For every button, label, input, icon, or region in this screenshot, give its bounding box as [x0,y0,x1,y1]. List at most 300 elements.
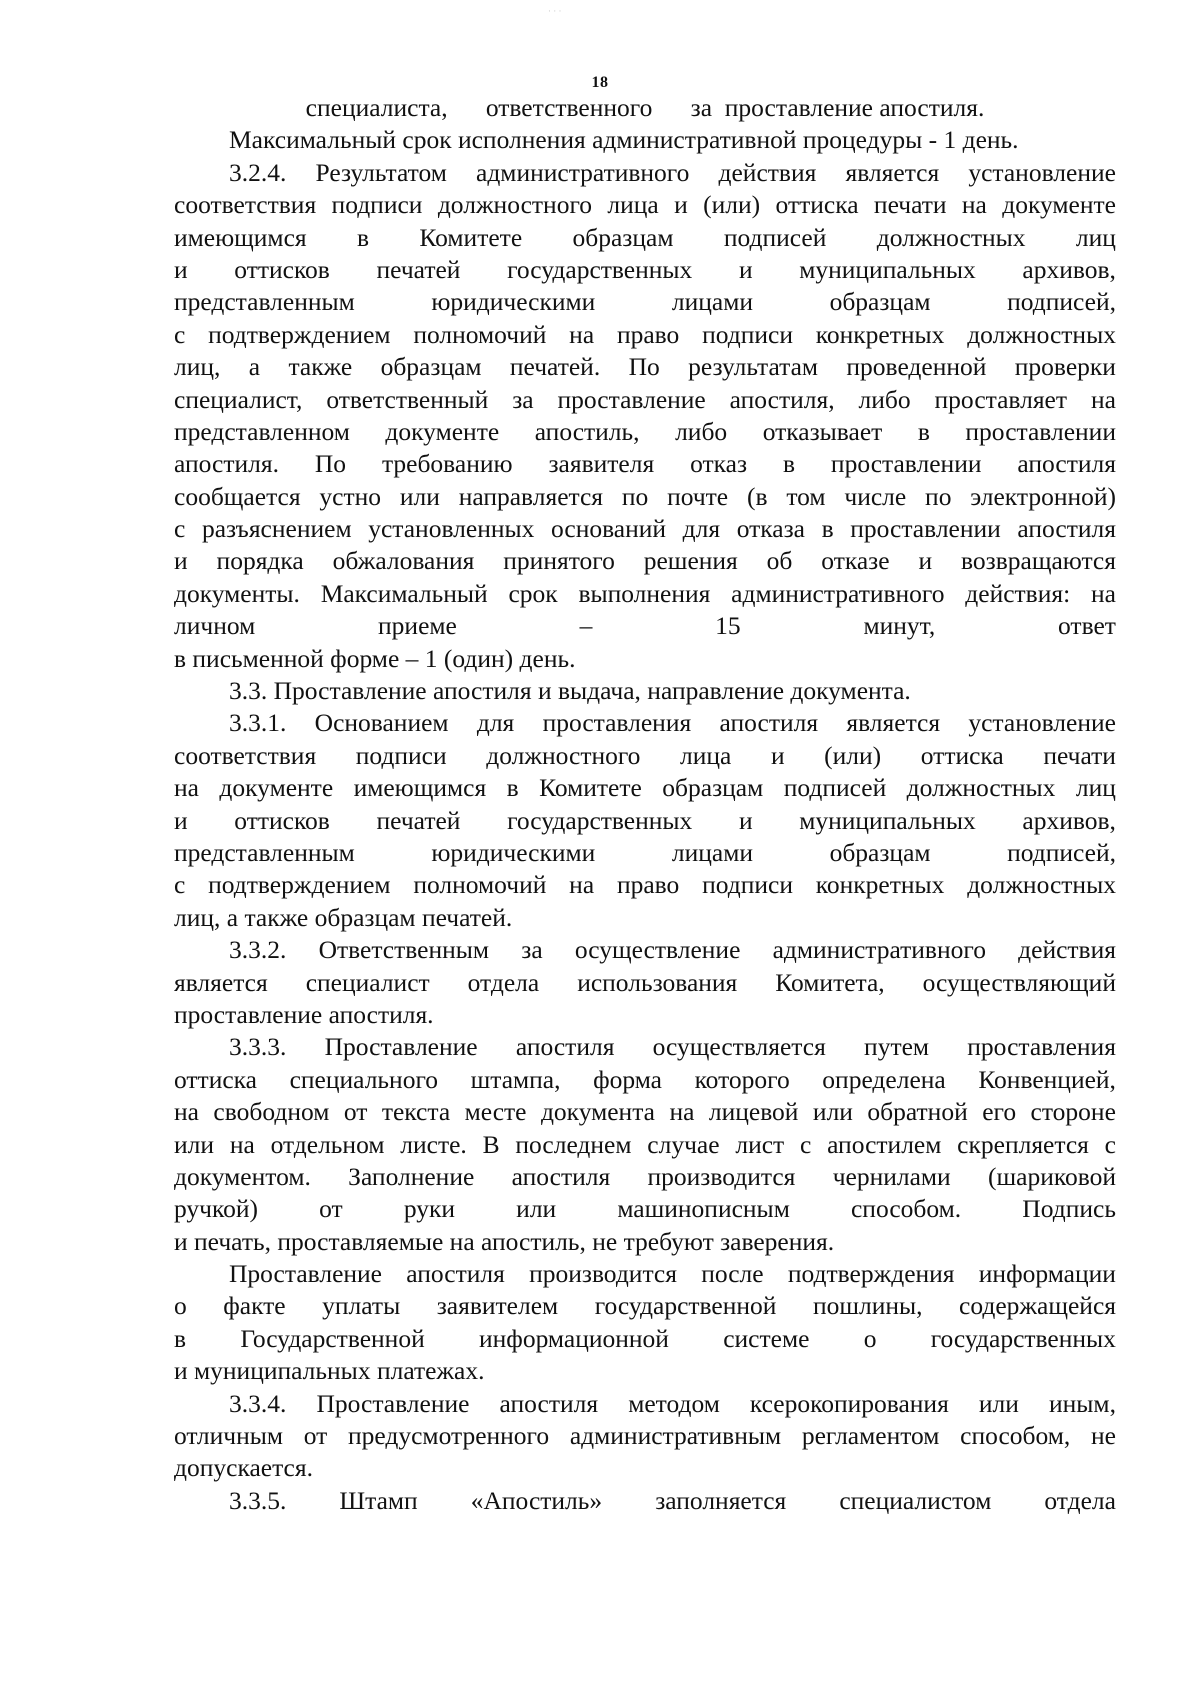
word: оттиска [920,740,1004,770]
line-text: специалиста, ответственного за проставление апостиля. [305,93,985,122]
word: является [846,708,941,738]
word: не [1091,1421,1116,1451]
word: лица [680,740,732,770]
text-line [174,124,1116,156]
text-line [174,999,1116,1031]
word: апостиля [499,1388,599,1418]
word: Комитете [539,773,642,803]
word: подтверждения [787,1259,955,1289]
word: приеме [378,611,457,641]
word: а [248,352,261,382]
line-text: проставление апостиля. [174,999,434,1029]
word: в [174,1323,187,1353]
word: административным [569,1421,782,1451]
text-line [174,934,1116,966]
word: минут, [863,611,936,641]
word: документы. [174,578,300,608]
word: производится [647,1161,796,1191]
word: путем [864,1032,930,1062]
word: Штамп [339,1485,418,1515]
word: полномочий [413,870,547,900]
text-line [174,1485,1116,1517]
word: или [399,481,440,511]
word: иным, [1049,1388,1116,1418]
word: является [174,967,268,997]
word: с [174,870,186,900]
word: государственных [507,805,693,835]
word: апостиля, [729,384,835,414]
word: Подпись [1022,1194,1116,1224]
word: для [476,708,515,738]
word: или [812,1097,853,1127]
word: административного [476,157,690,187]
word: 3.2.4. [229,157,287,187]
word: Проставление [316,1388,470,1418]
word: апостиля [515,1032,615,1062]
word: лица [607,190,659,220]
word: на [174,773,199,803]
word: подписей [783,773,887,803]
text-line [174,610,1116,642]
word: административного [731,578,945,608]
word: которого [694,1064,790,1094]
word: отказ [690,449,748,479]
word: выполнения [578,578,711,608]
text-line [174,254,1116,286]
word: возвращаются [961,546,1116,576]
word: проставлении [850,514,1001,544]
word: действия [718,157,817,187]
word: с [799,1129,812,1159]
word: или [516,1194,557,1224]
word: форма [593,1064,662,1094]
word: проведенной [846,352,987,382]
word: проставление [557,384,706,414]
word: специального [289,1064,439,1094]
word: апостиля [406,1259,505,1289]
word: заявителем [436,1291,559,1321]
word: на [569,319,595,349]
word: с [1104,1129,1116,1159]
word: государственных [930,1323,1116,1353]
word: апостиль, [534,416,640,446]
text-line [174,1323,1116,1355]
word: представленным [174,837,355,867]
text-line [174,384,1116,416]
text-line [174,675,1116,707]
word: установление [968,157,1116,187]
word: или [174,1129,215,1159]
word: (или) [703,190,761,220]
word: и [174,805,188,835]
word: том [786,481,826,511]
text-line [174,92,1116,124]
word: на [961,190,987,220]
word: на [229,1129,255,1159]
word: лицевой [708,1097,799,1127]
word: 3.3.1. [229,708,287,738]
word: с [174,514,186,544]
line-text: 3.3. Проставление апостиля и выдача, направление документа. [229,676,911,706]
word: для [682,514,721,544]
word: машинописным [617,1194,790,1224]
word: образцам [829,837,931,867]
word: государственных [507,254,693,284]
word: апостиля [1017,514,1116,544]
word: подтверждением [208,870,391,900]
text-line [174,351,1116,383]
word: лиц [1075,222,1116,252]
text-line [174,869,1116,901]
word: стороне [1030,1097,1116,1127]
word: печатей [376,805,461,835]
word: лиц [1075,773,1116,803]
word: соответствия [174,740,317,770]
word: заполняется [655,1485,787,1515]
word: подписей, [1007,837,1116,867]
word: способом. [850,1194,962,1224]
word: должностного [486,740,641,770]
word: отказе [821,546,890,576]
word: электронной) [970,481,1116,511]
text-line [174,481,1116,513]
word: подписей, [1007,287,1116,317]
word: Государственной [240,1323,425,1353]
word: на [1090,384,1116,414]
text-line [174,837,1116,869]
word: разъяснением [201,514,352,544]
word: юридическими [431,287,596,317]
word: последнем [515,1129,632,1159]
word: определена [822,1064,946,1094]
word: специалистом [839,1485,992,1515]
word: на [569,870,595,900]
word: право [616,870,680,900]
word: По [314,449,347,479]
word: в [782,449,796,479]
word: системе [723,1323,810,1353]
text-line [174,740,1116,772]
word: специалист, [174,384,303,414]
word: действия: [965,578,1071,608]
word: оттиска [174,1064,257,1094]
word: специалист [305,967,430,997]
scan-artifact-mark: · · · [548,6,562,16]
word: результатам [688,352,819,382]
word: документе [1002,190,1116,220]
word: обжалования [332,546,475,576]
word: 3.3.4. [229,1388,287,1418]
word: 3.3.2. [229,935,287,965]
word: за [512,384,534,414]
text-line [174,1129,1116,1161]
word: апостиля [1017,449,1116,479]
word: после [701,1259,764,1289]
word: устно [319,481,382,511]
word: Комитета, [775,967,885,997]
text-line [174,1355,1116,1387]
word: апостиля [511,1161,611,1191]
word: руки [403,1194,456,1224]
word: обратной [867,1097,968,1127]
word: отказа [736,514,805,544]
line-text: Максимальный срок исполнения административной процедуры - 1 день. [229,125,1019,155]
word: конкретных [815,870,945,900]
word: и [738,254,753,284]
word: печати [873,190,947,220]
word: подтверждением [208,319,391,349]
word: «Апостиль» [470,1485,603,1515]
word: проверки [1014,352,1116,382]
word: осуществляющий [922,967,1116,997]
word: должностных [876,222,1026,252]
text-line [174,1388,1116,1420]
text-line [174,1096,1116,1128]
word: лиц, [174,352,221,382]
word: проставлении [830,449,982,479]
text-line [174,1452,1116,1484]
word: либо [858,384,911,414]
word: от [343,1097,368,1127]
word: в [357,222,370,252]
word: Основанием [314,708,449,738]
word: информации [978,1259,1116,1289]
word: регламентом [801,1421,940,1451]
word: ксерокопирования [749,1388,949,1418]
word: чернилами [832,1161,951,1191]
word: факте [223,1291,286,1321]
text-line [174,1420,1116,1452]
text-line [174,1193,1116,1225]
word: на [174,1097,199,1127]
word: печатей. [509,352,601,382]
word: способом, [960,1421,1071,1451]
line-text: лиц, а также образцам печатей. [174,902,513,932]
word: отказывает [762,416,883,446]
word: печати [1043,740,1116,770]
word: в [917,416,930,446]
text-line [174,416,1116,448]
word: имеющимся [174,222,307,252]
text-line [174,643,1116,675]
word: методом [628,1388,720,1418]
word: отличным [174,1421,284,1451]
word: муниципальных [799,254,976,284]
word: лицами [671,287,753,317]
line-text: и печать, проставляемые на апостиль, не требуют заверения. [174,1226,835,1256]
word: отдела [1044,1485,1116,1515]
word: по [621,481,649,511]
word: документе [219,773,334,803]
word: Заполнение [348,1161,475,1191]
word: Ответственным [318,935,490,965]
word: оснований [550,514,667,544]
word: 3.3.3. [229,1032,287,1062]
word: (в [746,481,768,511]
word: порядка [216,546,304,576]
word: апостилем [827,1129,942,1159]
word: Максимальный [320,578,488,608]
word: штампа, [470,1064,561,1094]
text-line [174,319,1116,351]
word: оттисков [234,805,330,835]
word: полномочий [413,319,547,349]
word: образцам [829,287,931,317]
word: юридическими [431,837,596,867]
text-line [174,1031,1116,1063]
word: архивов, [1022,254,1116,284]
word: информационной [479,1323,669,1353]
text-line [174,1226,1116,1258]
word: и [174,254,188,284]
word: представленном [174,416,350,446]
text-line [174,222,1116,254]
word: документом. [174,1161,311,1191]
word: установленных [368,514,535,544]
word: подписи [355,740,447,770]
word: документа [540,1097,655,1127]
word: случае [647,1129,720,1159]
word: и [174,546,188,576]
word: Конвенцией, [978,1064,1116,1094]
text-line [174,967,1116,999]
text-line [174,189,1116,221]
word: о [174,1291,187,1321]
word: оттиска [775,190,859,220]
word: почте [667,481,729,511]
word: его [982,1097,1017,1127]
word: установление [968,708,1116,738]
word: проставления [542,708,692,738]
text-line [174,448,1116,480]
word: проставления [967,1032,1116,1062]
word: В [482,1129,500,1159]
word: административного [772,935,986,965]
word: в [821,514,834,544]
word: решения [643,546,738,576]
word: требованию [381,449,513,479]
word: в [506,773,519,803]
word: По [628,352,660,382]
text-line [174,286,1116,318]
word: текста [381,1097,451,1127]
word: отдельном [270,1129,385,1159]
text-line [174,805,1116,837]
word: лицами [671,837,753,867]
word: (или) [824,740,882,770]
word: о [863,1323,877,1353]
word: ответственный [326,384,489,414]
line-text: допускается. [174,1453,313,1483]
word: проставляет [934,384,1068,414]
word: – [579,611,593,641]
text-line [174,157,1116,189]
word: с [174,319,186,349]
word: уплаты [322,1291,401,1321]
word: заявителя [548,449,655,479]
word: подписи [702,319,793,349]
word: должностных [906,773,1056,803]
word: отдела [467,967,540,997]
word: конкретных [815,319,945,349]
word: осуществление [574,935,741,965]
word: месте [464,1097,527,1127]
word: должностных [967,870,1116,900]
word: использования [577,967,738,997]
word: осуществляется [652,1032,826,1062]
word: также [288,352,353,382]
text-line [174,545,1116,577]
word: либо [675,416,728,446]
word: должностных [967,319,1116,349]
word: и [918,546,933,576]
word: от [319,1194,343,1224]
word: должностного [437,190,593,220]
word: Результатом [315,157,447,187]
word: образцам [572,222,674,252]
word: Проставление [324,1032,478,1062]
word: и [770,740,785,770]
word: печатей [376,254,461,284]
word: ответ [1058,611,1116,641]
word: соответствия [174,190,317,220]
word: подписей [723,222,827,252]
word: Проставление [229,1259,382,1289]
text-line [174,578,1116,610]
document-body [174,92,1116,1517]
word: сообщается [174,481,301,511]
word: на [1090,578,1116,608]
word: принятого [503,546,615,576]
word: документе [385,416,500,446]
word: (шариковой [988,1161,1116,1191]
text-line [174,707,1116,739]
word: по [925,481,952,511]
word: лист [735,1129,785,1159]
word: подписи [702,870,793,900]
word: предусмотренного [348,1421,550,1451]
line-text: и муниципальных платежах. [174,1356,485,1386]
word: и [674,190,688,220]
word: образцам [662,773,764,803]
word: производится [529,1259,677,1289]
word: личном [174,611,256,641]
word: об [766,546,793,576]
text-line [174,513,1116,545]
word: муниципальных [799,805,976,835]
word: действия [1018,935,1116,965]
word: государственной [594,1291,777,1321]
word: или [978,1388,1019,1418]
word: содержащейся [959,1291,1116,1321]
word: свободном [213,1097,330,1127]
word: апостиля [719,708,819,738]
word: проставлении [965,416,1116,446]
word: 3.3.5. [229,1485,287,1515]
word: за [521,935,543,965]
word: срок [508,578,558,608]
word: имеющимся [353,773,487,803]
text-line [174,1064,1116,1096]
line-text: в письменной форме – 1 (один) день. [174,643,576,673]
word: оттисков [234,254,330,284]
word: от [303,1421,328,1451]
text-line [174,902,1116,934]
word: ручкой) [174,1194,258,1224]
word: скрепляется [957,1129,1089,1159]
word: апостиля. [174,449,279,479]
word: направляется [458,481,604,511]
